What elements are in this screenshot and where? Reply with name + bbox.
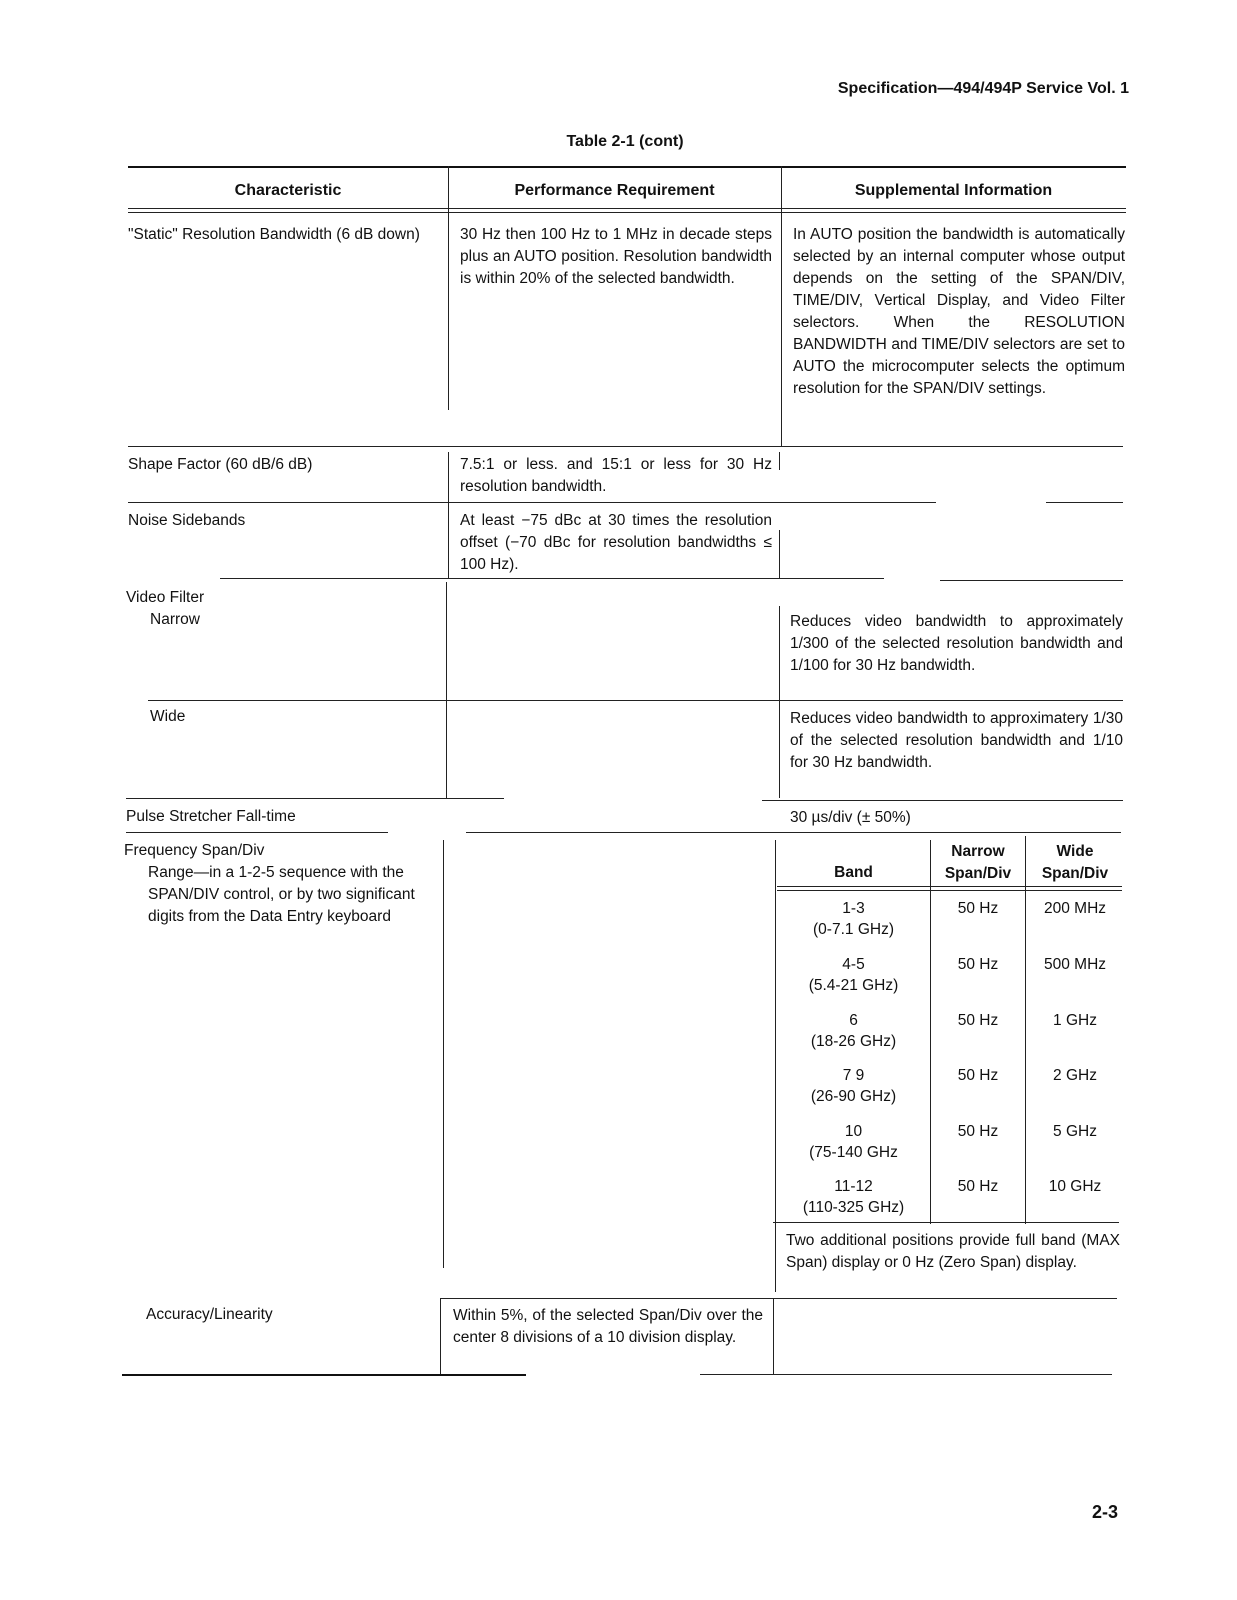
wide-span-header: Wide Span/Div (1041, 843, 1109, 882)
band-number: 10 (844, 1123, 863, 1140)
band-wide-span: 2 GHz (1053, 1067, 1097, 1084)
band-narrow-span: 50 Hz (957, 1067, 999, 1084)
pulse-stretcher-characteristic: Pulse Stretcher Fall-time (126, 808, 296, 825)
band-wide-span: 1 GHz (1053, 1012, 1097, 1029)
row-rule (128, 502, 936, 503)
table-top-rule (128, 166, 1126, 168)
band-range: (110-325 GHz) (802, 1199, 905, 1216)
band-wide-span: 10 GHz (1048, 1178, 1102, 1195)
col-divider (448, 452, 449, 502)
col-divider (781, 212, 782, 446)
accuracy-characteristic: Accuracy/Linearity (146, 1306, 273, 1323)
col-divider (440, 1298, 441, 1374)
narrow-span-header: Narrow Span/Div (944, 843, 1012, 882)
freq-span-note: Two additional positions provide full band (MAX Span) display or 0 Hz (Zero Span) display. (786, 1232, 1120, 1271)
noise-sidebands-performance: At least −75 dBc at 30 times the resolution offset (−70 dBc for resolution bandwidths ≤ 100 Hz). (460, 512, 772, 573)
page-number: 2-3 (1092, 1502, 1119, 1522)
band-range: (0-7.1 GHz) (813, 921, 894, 938)
table-caption: Table 2-1 (cont) (566, 133, 684, 150)
row-rule (126, 832, 388, 833)
band-number: 7 9 (842, 1067, 865, 1084)
band-range: (18-26 GHz) (810, 1033, 897, 1050)
row-rule (940, 580, 1123, 581)
row-rule (220, 578, 884, 579)
video-filter-characteristic: Video Filter (126, 589, 205, 606)
row-rule (126, 798, 504, 799)
band-header-rule (777, 890, 1122, 891)
band-col-divider (1025, 836, 1026, 1224)
shape-factor-characteristic: Shape Factor (60 dB/6 dB) (128, 456, 313, 473)
band-header: Band (834, 864, 873, 881)
table-bottom-rule (122, 1374, 526, 1376)
col-divider (779, 530, 780, 578)
band-wide-span: 5 GHz (1053, 1123, 1097, 1140)
row-rule (128, 446, 1123, 447)
freq-span-range: Range—in a 1-2-5 sequence with the SPAN/DIV control, or by two significant digits from the Data Entry keyboard (148, 864, 415, 925)
band-narrow-span: 50 Hz (957, 956, 999, 973)
static-rbw-supplemental: In AUTO position the bandwidth is automatically selected by an internal computer whose output depends on the setting of the SPAN/DIV, TIME/DIV, Vertical Display, and Video Filter selectors. When the RESOLUTION BANDWIDTH and TIME/DIV selectors are set to AUTO the microcomputer selects the optimum resolution for the SPAN/DIV settings. (793, 226, 1125, 397)
video-filter-wide-supplemental: Reduces video bandwidth to approximatery 1/30 of the selected resolution bandwidth and 1/10 for 30 Hz bandwidth. (790, 710, 1123, 771)
col-divider (446, 700, 447, 798)
band-number: 11-12 (834, 1178, 873, 1195)
band-header-rule (777, 886, 1122, 887)
col-divider (448, 502, 449, 578)
band-bottom-rule (773, 1222, 1119, 1223)
col-header-characteristic: Characteristic (234, 182, 342, 199)
header-rule-2 (128, 212, 1126, 213)
video-filter-narrow-supplemental: Reduces video bandwidth to approximately 1/300 of the selected resolution bandwidth and 1/100 for 30 Hz bandwidth. (790, 613, 1123, 674)
running-header: Specification—494/494P Service Vol. 1 (837, 80, 1129, 97)
col-divider (443, 840, 444, 1268)
row-rule (762, 800, 1123, 801)
pulse-stretcher-supplemental: 30 µs/div (± 50%) (790, 809, 911, 826)
col-divider (779, 606, 780, 700)
band-narrow-span: 50 Hz (957, 1178, 999, 1195)
col-divider (773, 1298, 774, 1374)
static-rbw-characteristic: "Static" Resolution Bandwidth (6 dB down) (128, 226, 420, 243)
shape-factor-performance: 7.5:1 or less. and 15:1 or less for 30 Hz resolution bandwidth. (460, 456, 772, 495)
static-rbw-performance: 30 Hz then 100 Hz to 1 MHz in decade steps plus an AUTO position. Resolution bandwidth is within 20% of the selected bandwidth. (460, 226, 772, 287)
col-divider (446, 582, 447, 700)
band-col-divider (930, 840, 931, 1224)
col-divider (779, 700, 780, 798)
row-rule (440, 1298, 1117, 1299)
video-filter-wide-label: Wide (150, 708, 186, 725)
band-number: 1-3 (842, 900, 865, 917)
row-rule (148, 700, 1123, 701)
col-header-supplemental: Supplemental Information (854, 182, 1053, 199)
accuracy-performance: Within 5%, of the selected Span/Div over the center 8 divisions of a 10 division display. (453, 1307, 763, 1346)
band-narrow-span: 50 Hz (957, 1123, 999, 1140)
band-wide-span: 500 MHz (1043, 956, 1107, 973)
freq-span-characteristic: Frequency Span/Div (124, 842, 265, 859)
col-divider (779, 452, 780, 470)
col-header-performance: Performance Requirement (514, 182, 715, 199)
band-number: 4-5 (842, 956, 865, 973)
band-number: 6 (849, 1012, 858, 1029)
noise-sidebands-characteristic: Noise Sidebands (128, 512, 246, 529)
header-rule-1 (128, 208, 1126, 209)
table-bottom-rule (700, 1374, 1112, 1375)
band-wide-span: 200 MHz (1043, 900, 1107, 917)
band-narrow-span: 50 Hz (957, 900, 999, 917)
band-range: (26-90 GHz) (810, 1088, 897, 1105)
row-rule (1046, 502, 1123, 503)
col-divider (448, 212, 449, 410)
band-narrow-span: 50 Hz (957, 1012, 999, 1029)
row-rule (466, 832, 1121, 833)
band-range: (5.4-21 GHz) (808, 977, 899, 994)
video-filter-narrow-label: Narrow (150, 611, 200, 628)
col-divider (775, 840, 776, 1292)
band-range: (75-140 GHz (809, 1144, 898, 1161)
